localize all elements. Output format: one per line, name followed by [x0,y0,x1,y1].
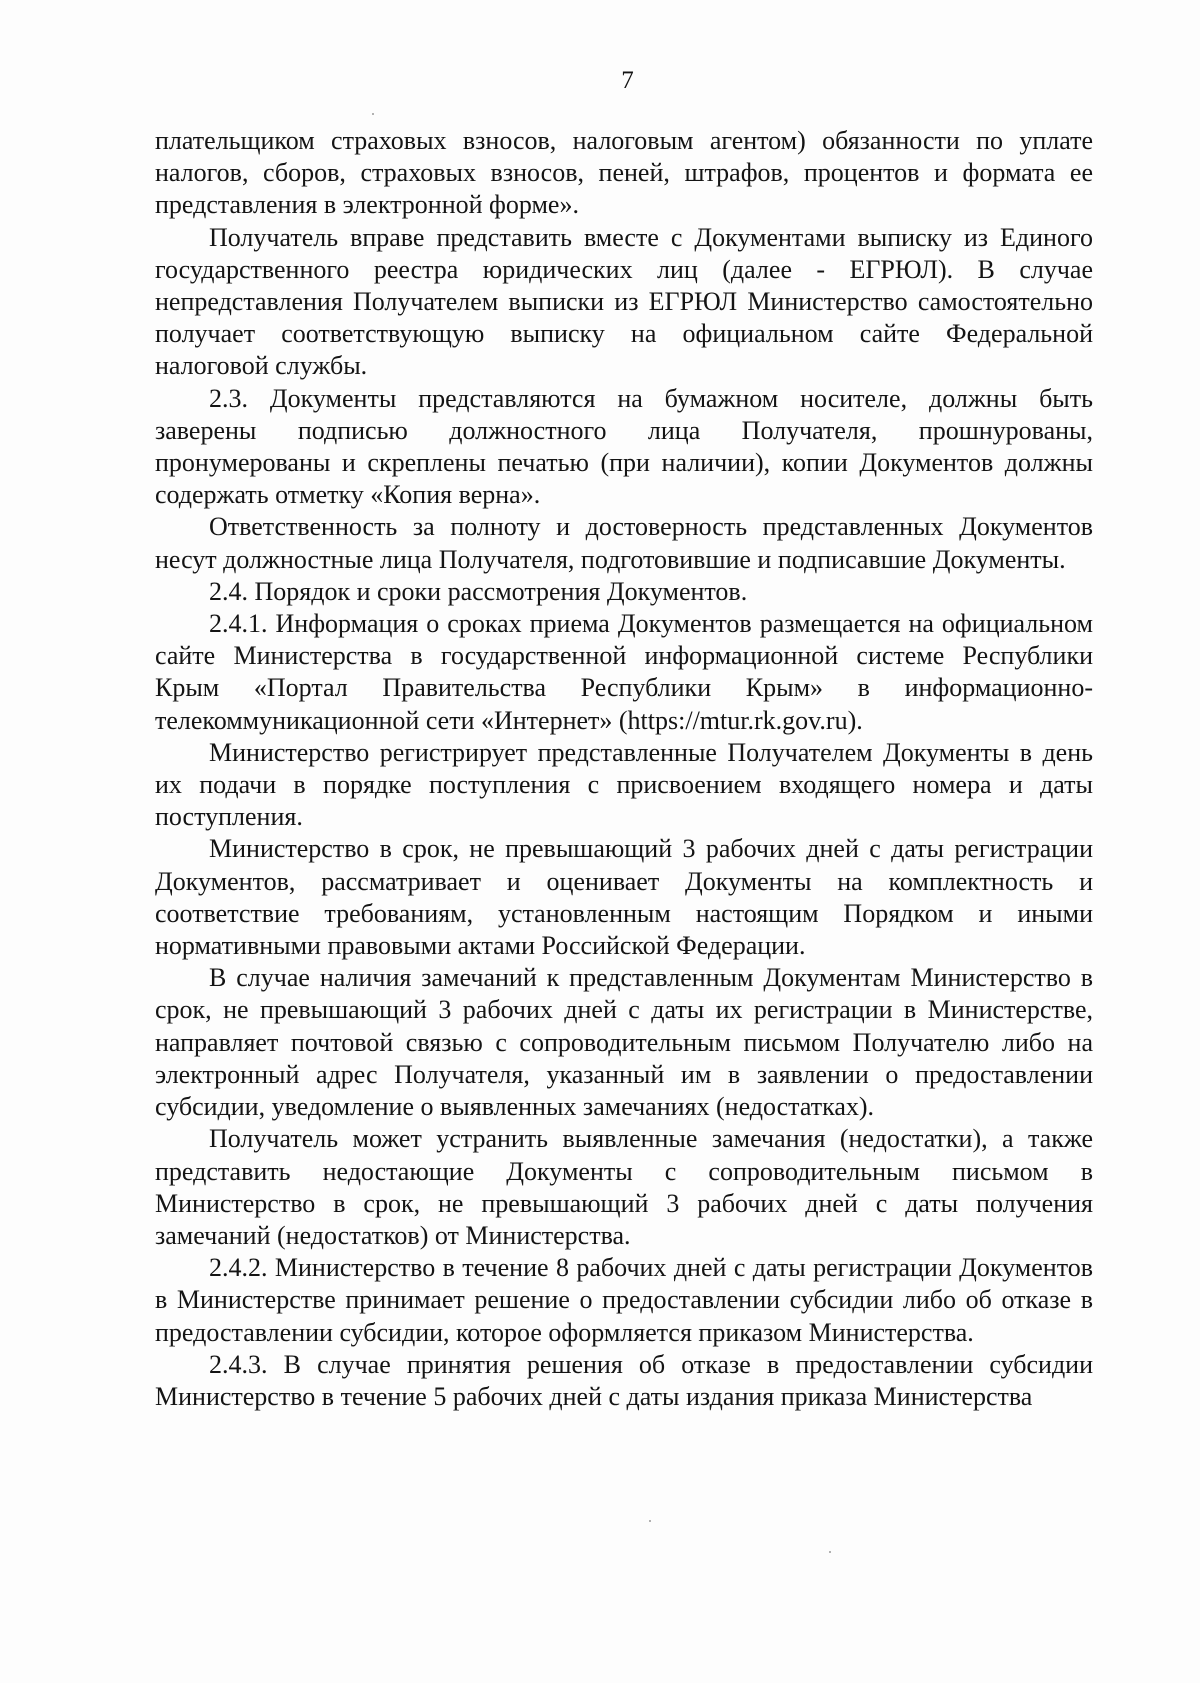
scan-speck [372,113,374,115]
document-body [155,125,1093,1413]
paragraph-remarks: В случае наличия замечаний к представленным Документам Министерство в срок, не превышающий 3 рабочих дней с даты их регистрации в Министерстве, направляет почтовой связью с сопроводительным письмом Получателю либо на электронный адрес Получателя, указанный им в заявлении о предоставлении субсидии, уведомление о выявленных замечаниях (недостатках). [155,963,1093,1122]
paragraph-continuation: плательщиком страховых взносов, налоговым агентом) обязанности по уплате налогов, сборов, страховых взносов, пеней, штрафов, процентов и формата ее представления в электронной форме». [155,126,1093,220]
paragraph-registration: Министерство регистрирует представленные Получателем Документы в день их подачи в порядке поступления с присвоением входящего номера и даты поступления. [155,737,1093,832]
scan-speck [829,1551,831,1553]
paragraph-2-4-2: 2.4.2. Министерство в течение 8 рабочих дней с даты регистрации Документов в Министерстве принимает решение о предоставлении субсидии либо об отказе в предоставлении субсидии, которое оформляется приказом Министерства. [155,1253,1093,1347]
paragraph-responsibility: Ответственность за полноту и достоверность представленных Документов несут должностные лица Получателя, подготовившие и подписавшие Документы. [155,512,1093,574]
paragraph-review: Министерство в срок, не превышающий 3 рабочих дней с даты регистрации Документов, рассматривает и оценивает Документы на комплектность и соответствие требованиям, установленным настоящим Порядком и иными нормативными правовыми актами Российской Федерации. [155,834,1093,961]
page-number: 7 [621,67,634,94]
paragraph-2-4-3: 2.4.3. В случае принятия решения об отказе в предоставлении субсидии Министерство в течение 5 рабочих дней с даты издания приказа Министерства [155,1349,1093,1411]
paragraph-2-4-1: 2.4.1. Информация о сроках приема Документов размещается на официальном сайте Министерства в государственной информационной системе Республики Крым «Портал Правительства Республики Крым» в информационно-телекоммуникационной сети «Интернет» (https://mtur.rk.gov.ru). [155,609,1093,735]
paragraph-corrections: Получатель может устранить выявленные замечания (недостатки), а также представить недостающие Документы с сопроводительным письмом в Министерство в срок, не превышающий 3 рабочих дней с даты получения замечаний (недостатков) от Министерства. [155,1124,1093,1250]
scan-speck [649,1520,651,1522]
paragraph-egrul-extract: Получатель вправе представить вместе с Документами выписку из Единого государственного реестра юридических лиц (далее - ЕГРЮЛ). В случае непредставления Получателем выписки из ЕГРЮЛ Министерство самостоятельно получает соответствующую выписку на официальном сайте Федеральной налоговой службы. [155,222,1093,381]
paragraph-2-4: 2.4. Порядок и сроки рассмотрения Документов. [209,576,748,606]
paragraph-2-3: 2.3. Документы представляются на бумажном носителе, должны быть заверены подписью должностного лица Получателя, прошнурованы, пронумерованы и скреплены печатью (при наличии), копии Документов должны содержать отметку «Копия верна». [155,383,1093,510]
